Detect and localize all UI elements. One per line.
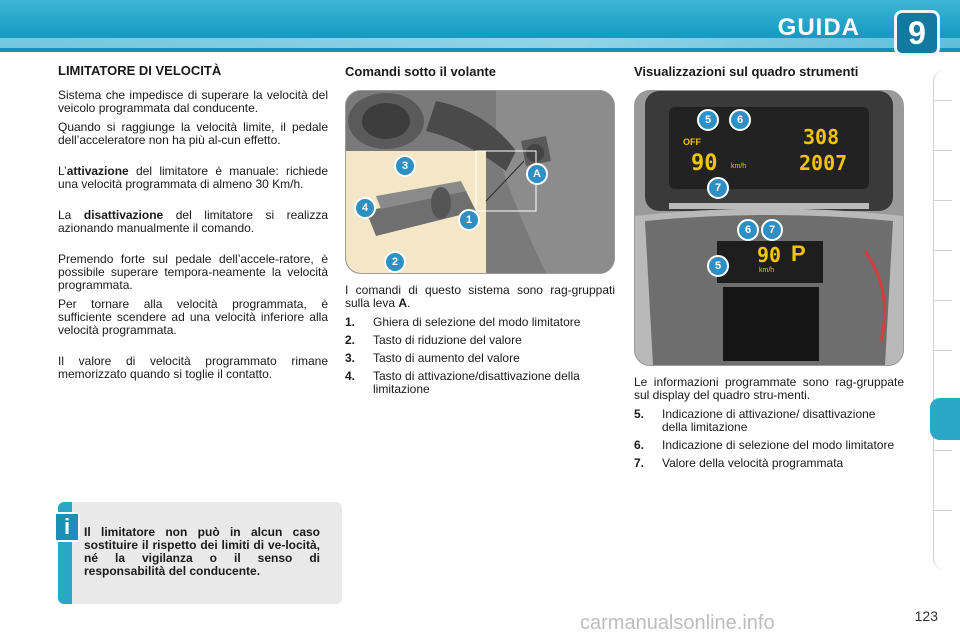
- list-item: 3. Tasto di aumento del valore: [345, 351, 520, 365]
- paragraph: Quando si raggiunge la velocità limite, il pedale dell’acceleratore non ha più al-cun effetto.: [58, 120, 328, 147]
- display-speed-top: 90: [691, 151, 718, 176]
- callout-6: 6: [729, 109, 751, 131]
- watermark: carmanualsonline.info: [580, 612, 775, 634]
- callout-3: 3: [394, 155, 416, 177]
- chapter-number-badge: 9: [894, 10, 940, 56]
- callout-7: 7: [761, 219, 783, 241]
- middle-column-text: [345, 284, 615, 401]
- callout-6: 6: [737, 219, 759, 241]
- list-item: 5. Indicazione di attivazione/ disattivazione della limitazione: [634, 407, 876, 434]
- display-odometer-1: 308: [803, 125, 840, 149]
- right-column-text: [634, 376, 904, 475]
- visualizzazioni-list: [634, 408, 904, 470]
- callout-4: 4: [354, 197, 376, 219]
- steering-stalk-image: [345, 90, 615, 274]
- side-tabs: [933, 70, 952, 570]
- callout-5: 5: [697, 109, 719, 131]
- info-box-text: Il limitatore non può in alcun caso sostituire il rispetto dei limiti di ve-locità, né la vigilanza o il senso di responsabilità del conducente.: [84, 525, 320, 578]
- steering-stalk-illustration: [346, 91, 614, 273]
- display-off-label: OFF: [683, 137, 701, 147]
- list-item: 1. Ghiera di selezione del modo limitatore: [345, 315, 581, 329]
- list-item: 4. Tasto di attivazione/disattivazione della limitazione: [345, 369, 580, 396]
- active-chapter-tab[interactable]: [930, 398, 960, 440]
- list-item: 7. Valore della velocità programmata: [634, 456, 844, 470]
- display-speed-bottom: 90: [757, 243, 782, 267]
- info-icon: i: [54, 512, 80, 542]
- section-heading-comandi: Comandi sotto il volante: [345, 64, 496, 79]
- paragraph: Per tornare alla velocità programmata, è sufficiente scendere ad una velocità inferiore alla velocità programmata.: [58, 297, 328, 337]
- section-heading-limitatore: LIMITATORE DI VELOCITÀ: [58, 63, 222, 78]
- callout-a: A: [526, 163, 548, 185]
- callout-2: 2: [384, 251, 406, 273]
- paragraph-disattivazione: La disattivazione del limitatore si realizza azionando manualmente il comando.: [58, 208, 329, 235]
- display-unit-bottom: km/h: [759, 267, 775, 274]
- list-item: 2. Tasto di riduzione del valore: [345, 333, 522, 347]
- display-odometer-2: 2007: [799, 151, 848, 175]
- paragraph-attivazione: L’attivazione del limitatore è manuale: richiede una velocità programmata di almeno 30 Km/h.: [58, 164, 328, 191]
- visualizzazioni-intro: Le informazioni programmate sono rag-gruppate sul display del quadro stru-menti.: [634, 375, 904, 402]
- display-unit-top: km/h: [731, 163, 747, 170]
- comandi-list: [345, 316, 615, 396]
- instrument-panel-image: [634, 90, 904, 366]
- left-column: [58, 64, 328, 387]
- paragraph: Sistema che impedisce di superare la velocità del veicolo programmata dal conducente.: [58, 88, 328, 115]
- paragraph: Premendo forte sul pedale dell’accele-ratore, è possibile superare tempora-neamente la velocità programmata.: [58, 252, 328, 292]
- comandi-intro: I comandi di questo sistema sono rag-gruppati sulla leva A.: [345, 283, 615, 310]
- paragraph: Il valore di velocità programmato rimane memorizzato quando si toglie il contatto.: [58, 354, 328, 381]
- callout-1: 1: [458, 209, 480, 231]
- page-number: 123: [914, 608, 938, 624]
- display-p-letter: P: [791, 241, 806, 266]
- callout-7: 7: [707, 177, 729, 199]
- section-heading-visualizzazioni: Visualizzazioni sul quadro strumenti: [634, 64, 859, 79]
- chapter-title: GUIDA: [777, 14, 860, 41]
- list-item: 6. Indicazione di selezione del modo limitatore: [634, 438, 895, 452]
- callout-5: 5: [707, 255, 729, 277]
